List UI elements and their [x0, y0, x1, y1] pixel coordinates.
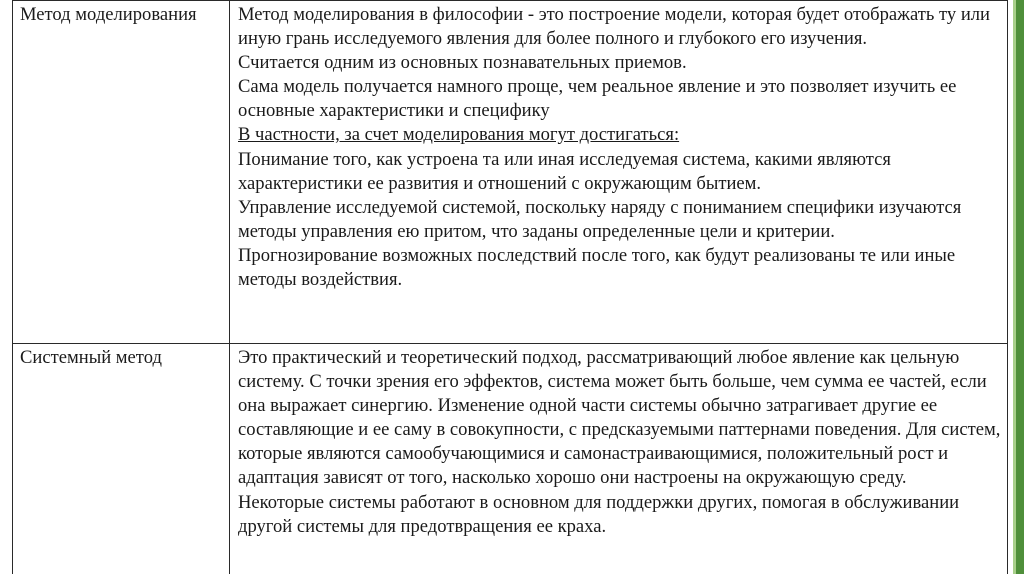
table-row	[13, 344, 1008, 574]
term-cell-systems	[13, 344, 230, 574]
accent-stripe	[1016, 0, 1024, 574]
term-label: Метод моделирования	[20, 4, 197, 25]
paragraph: Понимание того, как устроена та или иная исследуемая система, какими являются характеристики ее развития и отношений с окружающим бытием.	[238, 148, 891, 194]
paragraph: Некоторые системы работают в основном для поддержки других, помогая в обслуживании другой системы для предотвращения ее краха.	[238, 491, 960, 537]
description-cell-modeling	[230, 1, 1008, 344]
paragraph: Считается одним из основных познавательных приемов.	[238, 52, 687, 74]
paragraph: Прогнозирование возможных последствий после того, как будут реализованы те или иные методы воздействия.	[238, 244, 956, 291]
description-cell-systems	[230, 344, 1008, 574]
term-label: Системный метод	[20, 347, 162, 368]
table-row	[13, 1, 1008, 344]
methods-table	[12, 0, 1008, 574]
paragraph: Это практический и теоретический подход, рассматривающий любое явление как цельную систему. С точки зрения его эффектов, система может быть больше, чем сумма ее частей, если она выражает синергию. Изменение одной части системы обычно затрагивает другие ее составляющие и ее саму в совокупности, с предсказуемыми паттернами поведения. Для систем, которые являются самообучающимися и самонастраивающимися, положительный рост и адаптация зависят от того, насколько хорошо они настроены на окружающую среду.	[238, 347, 1001, 489]
underlined-heading: В частности, за счет моделирования могут достигаться:	[238, 124, 680, 146]
term-cell-modeling	[13, 1, 230, 344]
paragraph: Метод моделирования в философии - это построение модели, которая будет отображать ту или иную грань исследуемого явления для более полного и глубокого его изучения.	[238, 4, 991, 50]
paragraph: Сама модель получается намного проще, чем реальное явление и это позволяет изучить ее основные характеристики и специфику	[238, 76, 957, 122]
paragraph: Управление исследуемой системой, поскольку наряду с пониманием специфики изучаются методы управления ею притом, что заданы определенные цели и критерии.	[238, 196, 962, 242]
